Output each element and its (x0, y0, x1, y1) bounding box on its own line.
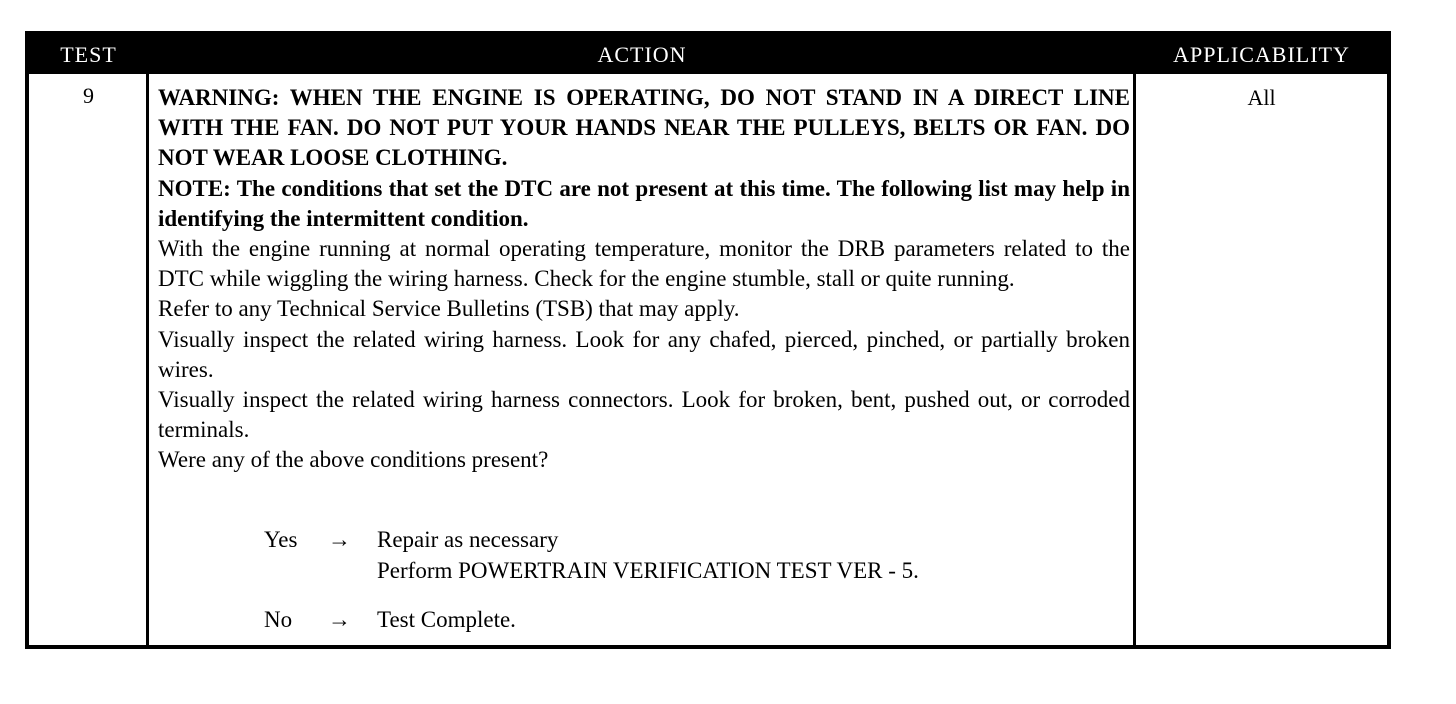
answer-yes-line1: Repair as necessary (377, 527, 559, 552)
column-divider (146, 74, 149, 645)
table-header (29, 35, 1387, 74)
step-monitor: With the engine running at normal operating temperature, monitor the DRB parameters related to the DTC while wiggling the wiring harness. Check for the engine stumble, stall or quite running. (158, 236, 1130, 292)
step-inspect-harness: Visually inspect the related wiring harness. Look for any chafed, pierced, pinched, or partially broken wires. (158, 326, 1130, 382)
warning-text: WARNING: WHEN THE ENGINE IS OPERATING, DO NOT STAND IN A DIRECT LINE WITH THE FAN. DO NOT PUT YOUR HANDS NEAR THE PULLEYS, BELTS OR FAN. DO NOT WEAR LOOSE CLOTHING. (158, 85, 1130, 171)
step-inspect-connectors: Visually inspect the related wiring harness connectors. Look for broken, bent, pushed out, or corroded terminals. (158, 387, 1130, 443)
right-arrow-icon: → (328, 607, 351, 632)
applicability-value: All (1247, 85, 1276, 110)
step-tsb: Refer to any Technical Service Bulletins (TSB) that may apply. (158, 296, 740, 322)
right-arrow-icon: → (328, 527, 351, 552)
procedure-table (25, 31, 1391, 649)
answer-yes-text (377, 524, 919, 586)
answer-yes-label: Yes (264, 527, 298, 552)
note-text: NOTE: The conditions that set the DTC are not present at this time. The following list may help in identifying the intermittent condition. (158, 175, 1130, 231)
header-applicability: APPLICABILITY (1173, 42, 1350, 67)
column-divider (1133, 74, 1136, 645)
header-action: ACTION (597, 42, 687, 67)
header-test: TEST (60, 42, 117, 67)
answer-no-label: No (264, 607, 293, 632)
answer-no-text: Test Complete. (377, 607, 516, 632)
question-text: Were any of the above conditions present? (158, 447, 549, 473)
action-cell (158, 83, 1130, 476)
test-number: 9 (83, 83, 94, 108)
answer-yes-line2: Perform POWERTRAIN VERIFICATION TEST VER - 5. (377, 558, 919, 583)
